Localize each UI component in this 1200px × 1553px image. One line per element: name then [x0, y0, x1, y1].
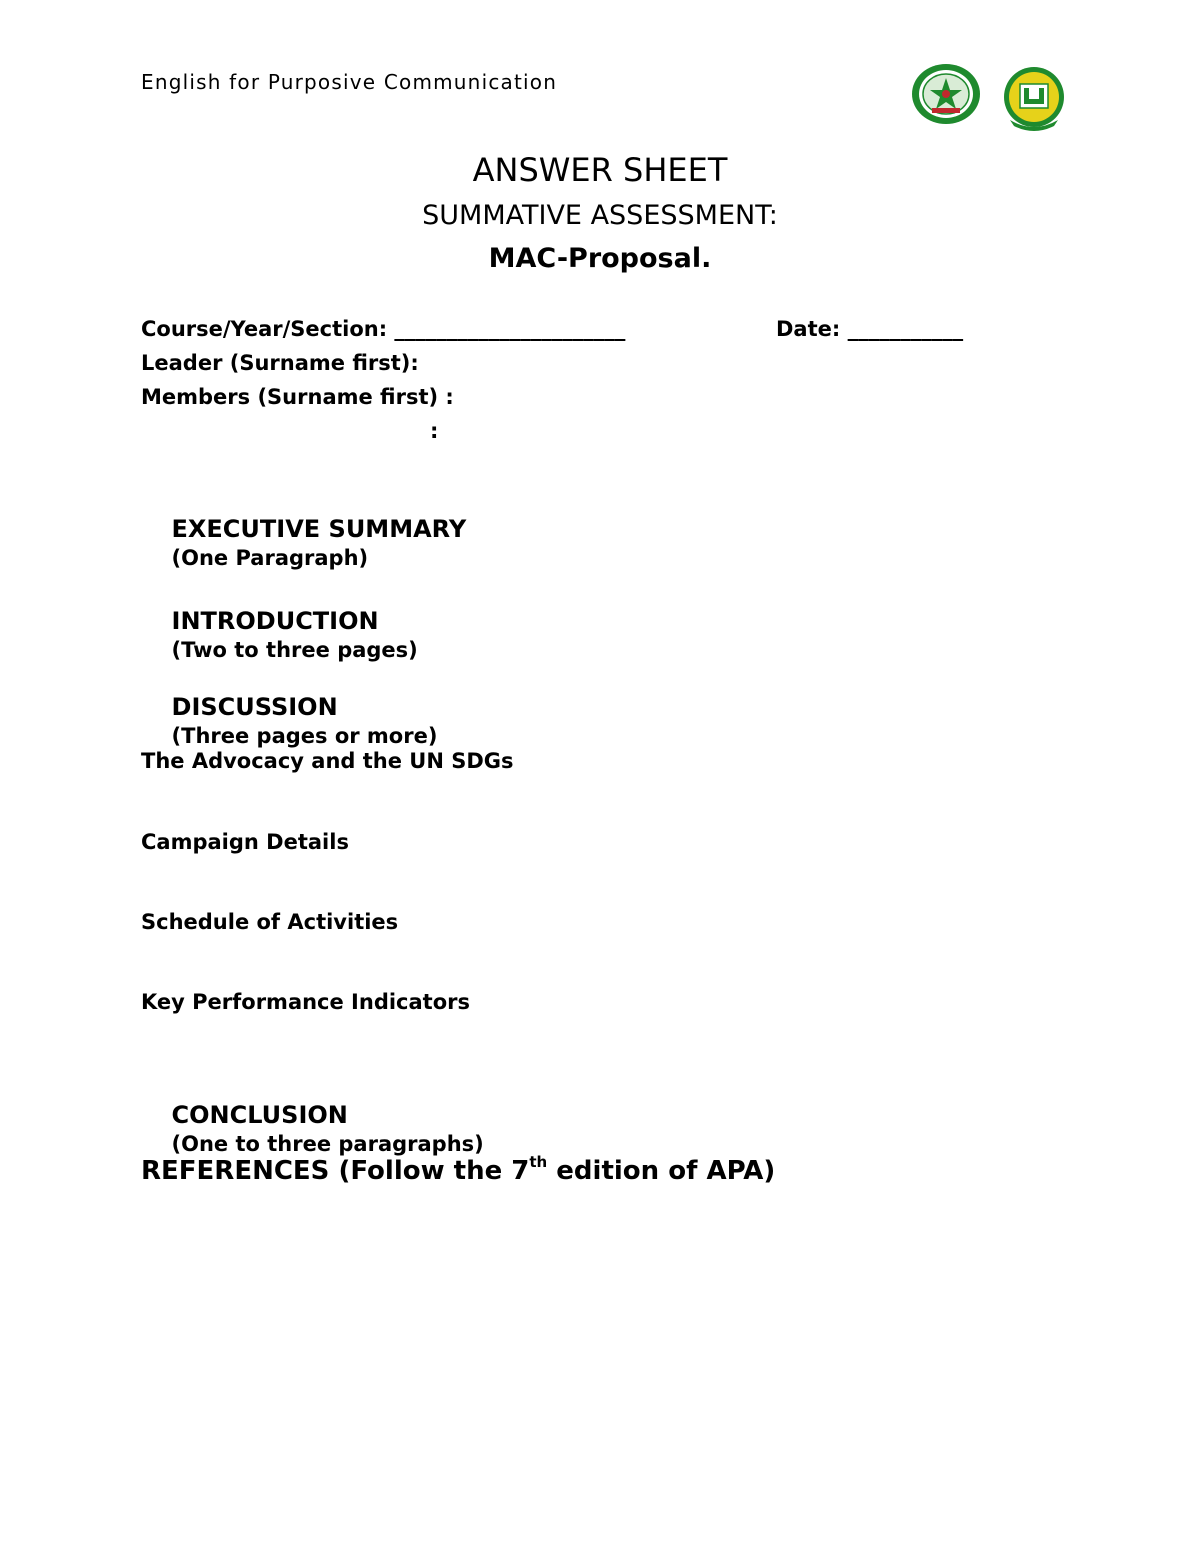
- page-title: ANSWER SHEET: [472, 151, 728, 189]
- department-seal-logo: [1002, 64, 1066, 134]
- subsection-advocacy: The Advocacy and the UN SDGs: [141, 749, 514, 773]
- subsection-kpi: Key Performance Indicators: [141, 990, 470, 1014]
- page-subject: MAC-Proposal.: [488, 243, 712, 274]
- section-heading: INTRODUCTION: [171, 607, 379, 635]
- subsection-campaign-details: Campaign Details: [141, 830, 349, 854]
- section-note: (Three pages or more): [171, 724, 438, 748]
- university-seal-logo: [910, 62, 982, 126]
- references-superscript: th: [529, 1153, 548, 1171]
- section-note: (One Paragraph): [171, 546, 369, 570]
- section-note: (One to three paragraphs): [171, 1132, 484, 1156]
- date-field: Date: ___________: [776, 317, 964, 341]
- course-title-header: English for Purposive Communication: [141, 70, 558, 94]
- section-heading: CONCLUSION: [171, 1101, 348, 1129]
- members-continuation: :: [430, 419, 439, 443]
- section-note: (Two to three pages): [171, 638, 418, 662]
- leader-field: Leader (Surname first):: [141, 351, 419, 375]
- subsection-schedule: Schedule of Activities: [141, 910, 399, 934]
- members-field: Members (Surname first) :: [141, 385, 454, 409]
- course-year-section-field: Course/Year/Section: ______________________: [141, 317, 626, 341]
- section-heading: EXECUTIVE SUMMARY: [171, 515, 467, 543]
- references-suffix: edition of APA): [547, 1156, 776, 1186]
- section-heading: DISCUSSION: [171, 693, 338, 721]
- section-references: [141, 1153, 776, 1186]
- references-prefix: REFERENCES (Follow the 7: [141, 1156, 530, 1186]
- page-subtitle: SUMMATIVE ASSESSMENT:: [422, 200, 778, 231]
